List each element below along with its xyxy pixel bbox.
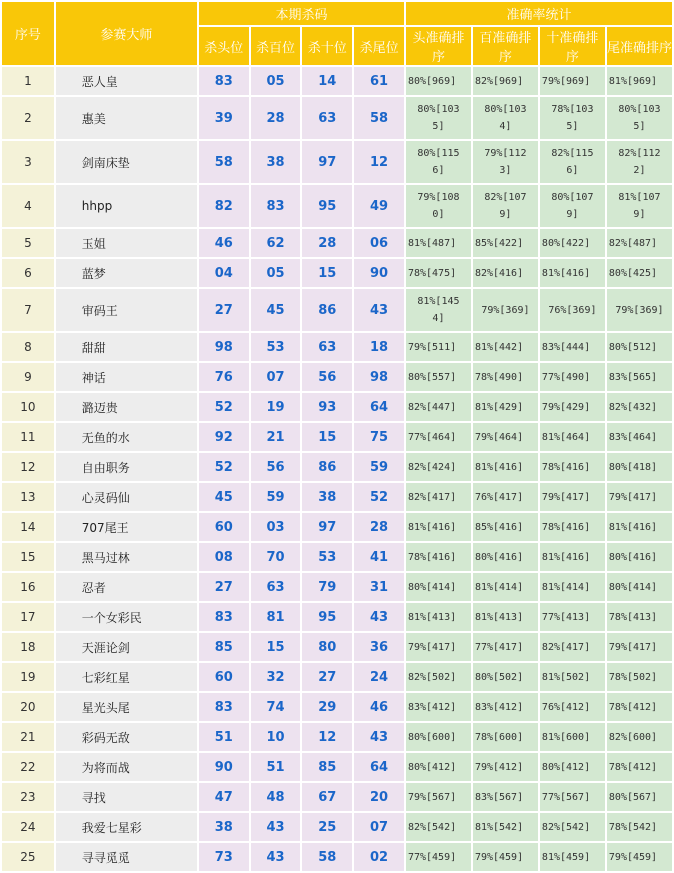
table-row [2, 813, 672, 841]
kill-hundred-code: 56 [251, 453, 301, 481]
acc-tail-accuracy: 78%[412] [607, 693, 672, 721]
acc-hundred-accuracy: 80%[502] [473, 663, 538, 691]
acc-tail-accuracy: 80%[567] [607, 783, 672, 811]
kill-hundred-code: 53 [251, 333, 301, 361]
kill-ten-code: 86 [302, 289, 352, 331]
kill-tail-code: 98 [354, 363, 404, 391]
acc-ten-accuracy: 81%[502] [540, 663, 605, 691]
master-name: 恶人皇 [56, 67, 197, 95]
kill-tail-code: 06 [354, 229, 404, 257]
acc-hundred-accuracy: 80%[416] [473, 543, 538, 571]
kill-head-code: 39 [199, 97, 249, 139]
master-name: 审码王 [56, 289, 197, 331]
master-name: 一个女彩民 [56, 603, 197, 631]
acc-hundred-accuracy: 83%[567] [473, 783, 538, 811]
acc-hundred-accuracy: 81%[413] [473, 603, 538, 631]
acc-tail-accuracy: 78%[542] [607, 813, 672, 841]
header-kill-hundred: 杀百位 [251, 27, 301, 65]
row-index: 14 [2, 513, 54, 541]
acc-head-accuracy: 80%[414] [406, 573, 471, 601]
table-row [2, 289, 672, 331]
kill-hundred-code: 05 [251, 259, 301, 287]
master-name: 寻找 [56, 783, 197, 811]
header-acc-head: 头准确排序 [406, 27, 471, 65]
row-index: 2 [2, 97, 54, 139]
header-acc-hundred: 百准确排序 [473, 27, 538, 65]
acc-head-accuracy: 81%[413] [406, 603, 471, 631]
kill-head-code: 85 [199, 633, 249, 661]
acc-ten-accuracy: 81%[416] [540, 259, 605, 287]
kill-hundred-code: 81 [251, 603, 301, 631]
acc-hundred-accuracy: 79%[459] [473, 843, 538, 871]
kill-hundred-code: 62 [251, 229, 301, 257]
acc-head-accuracy: 82%[447] [406, 393, 471, 421]
acc-ten-accuracy: 78%[1035] [540, 97, 605, 139]
acc-tail-accuracy: 81%[1079] [607, 185, 672, 227]
master-name: 剑南床垫 [56, 141, 197, 183]
master-name: 惠美 [56, 97, 197, 139]
kill-hundred-code: 43 [251, 843, 301, 871]
acc-head-accuracy: 80%[557] [406, 363, 471, 391]
kill-hundred-code: 38 [251, 141, 301, 183]
acc-ten-accuracy: 81%[459] [540, 843, 605, 871]
row-index: 16 [2, 573, 54, 601]
kill-head-code: 73 [199, 843, 249, 871]
header-kill-group: 本期杀码 [199, 2, 404, 25]
row-index: 15 [2, 543, 54, 571]
acc-head-accuracy: 77%[459] [406, 843, 471, 871]
kill-tail-code: 61 [354, 67, 404, 95]
kill-ten-code: 85 [302, 753, 352, 781]
kill-head-code: 27 [199, 289, 249, 331]
row-index: 6 [2, 259, 54, 287]
master-name: 707尾王 [56, 513, 197, 541]
kill-ten-code: 56 [302, 363, 352, 391]
kill-tail-code: 12 [354, 141, 404, 183]
master-name: 星光头尾 [56, 693, 197, 721]
table-row [2, 663, 672, 691]
kill-ten-code: 80 [302, 633, 352, 661]
acc-ten-accuracy: 80%[422] [540, 229, 605, 257]
kill-head-code: 92 [199, 423, 249, 451]
kill-head-code: 83 [199, 67, 249, 95]
kill-tail-code: 28 [354, 513, 404, 541]
row-index: 19 [2, 663, 54, 691]
acc-tail-accuracy: 80%[1035] [607, 97, 672, 139]
kill-hundred-code: 19 [251, 393, 301, 421]
acc-head-accuracy: 78%[475] [406, 259, 471, 287]
acc-tail-accuracy: 79%[417] [607, 483, 672, 511]
table-row [2, 603, 672, 631]
kill-hundred-code: 59 [251, 483, 301, 511]
master-name: 七彩红星 [56, 663, 197, 691]
table-body [2, 2, 672, 871]
row-index: 12 [2, 453, 54, 481]
acc-hundred-accuracy: 82%[416] [473, 259, 538, 287]
kill-head-code: 83 [199, 693, 249, 721]
master-name: 天涯论剑 [56, 633, 197, 661]
kill-tail-code: 64 [354, 393, 404, 421]
kill-ten-code: 95 [302, 603, 352, 631]
kill-ten-code: 29 [302, 693, 352, 721]
acc-tail-accuracy: 83%[565] [607, 363, 672, 391]
kill-tail-code: 24 [354, 663, 404, 691]
row-index: 3 [2, 141, 54, 183]
acc-tail-accuracy: 78%[412] [607, 753, 672, 781]
acc-tail-accuracy: 78%[502] [607, 663, 672, 691]
kill-ten-code: 28 [302, 229, 352, 257]
kill-hundred-code: 63 [251, 573, 301, 601]
acc-head-accuracy: 79%[567] [406, 783, 471, 811]
acc-ten-accuracy: 79%[429] [540, 393, 605, 421]
acc-tail-accuracy: 80%[414] [607, 573, 672, 601]
kill-head-code: 60 [199, 663, 249, 691]
row-index: 18 [2, 633, 54, 661]
kill-tail-code: 43 [354, 289, 404, 331]
kill-head-code: 60 [199, 513, 249, 541]
kill-ten-code: 79 [302, 573, 352, 601]
acc-hundred-accuracy: 81%[414] [473, 573, 538, 601]
kill-ten-code: 93 [302, 393, 352, 421]
kill-hundred-code: 51 [251, 753, 301, 781]
kill-tail-code: 43 [354, 723, 404, 751]
table-row [2, 333, 672, 361]
kill-tail-code: 64 [354, 753, 404, 781]
kill-tail-code: 58 [354, 97, 404, 139]
row-index: 11 [2, 423, 54, 451]
row-index: 10 [2, 393, 54, 421]
kill-ten-code: 12 [302, 723, 352, 751]
table-row [2, 843, 672, 871]
table-row [2, 67, 672, 95]
acc-ten-accuracy: 77%[413] [540, 603, 605, 631]
acc-ten-accuracy: 81%[414] [540, 573, 605, 601]
acc-tail-accuracy: 81%[969] [607, 67, 672, 95]
table-row [2, 513, 672, 541]
table-row [2, 453, 672, 481]
acc-hundred-accuracy: 83%[412] [473, 693, 538, 721]
acc-ten-accuracy: 83%[444] [540, 333, 605, 361]
kill-head-code: 38 [199, 813, 249, 841]
kill-tail-code: 52 [354, 483, 404, 511]
row-index: 25 [2, 843, 54, 871]
master-name: 彩码无敌 [56, 723, 197, 751]
acc-hundred-accuracy: 77%[417] [473, 633, 538, 661]
kill-tail-code: 41 [354, 543, 404, 571]
master-name: 蓝梦 [56, 259, 197, 287]
table-row [2, 141, 672, 183]
kill-tail-code: 43 [354, 603, 404, 631]
kill-head-code: 51 [199, 723, 249, 751]
acc-ten-accuracy: 81%[416] [540, 543, 605, 571]
acc-head-accuracy: 81%[416] [406, 513, 471, 541]
acc-head-accuracy: 83%[412] [406, 693, 471, 721]
header-kill-ten: 杀十位 [302, 27, 352, 65]
acc-head-accuracy: 78%[416] [406, 543, 471, 571]
acc-head-accuracy: 82%[424] [406, 453, 471, 481]
master-name: 黑马过林 [56, 543, 197, 571]
row-index: 17 [2, 603, 54, 631]
acc-hundred-accuracy: 78%[600] [473, 723, 538, 751]
row-index: 4 [2, 185, 54, 227]
kill-head-code: 47 [199, 783, 249, 811]
row-index: 20 [2, 693, 54, 721]
kill-ten-code: 67 [302, 783, 352, 811]
table-row [2, 573, 672, 601]
acc-ten-accuracy: 79%[969] [540, 67, 605, 95]
kill-tail-code: 18 [354, 333, 404, 361]
acc-hundred-accuracy: 79%[1123] [473, 141, 538, 183]
acc-tail-accuracy: 80%[418] [607, 453, 672, 481]
acc-head-accuracy: 81%[487] [406, 229, 471, 257]
kill-hundred-code: 43 [251, 813, 301, 841]
acc-hundred-accuracy: 82%[1079] [473, 185, 538, 227]
header-kill-head: 杀头位 [199, 27, 249, 65]
acc-tail-accuracy: 82%[432] [607, 393, 672, 421]
row-index: 22 [2, 753, 54, 781]
acc-hundred-accuracy: 85%[416] [473, 513, 538, 541]
kill-ten-code: 95 [302, 185, 352, 227]
acc-hundred-accuracy: 78%[490] [473, 363, 538, 391]
master-name: 甜甜 [56, 333, 197, 361]
acc-hundred-accuracy: 82%[969] [473, 67, 538, 95]
acc-head-accuracy: 79%[417] [406, 633, 471, 661]
kill-head-code: 90 [199, 753, 249, 781]
kill-hundred-code: 05 [251, 67, 301, 95]
acc-tail-accuracy: 80%[512] [607, 333, 672, 361]
acc-ten-accuracy: 76%[412] [540, 693, 605, 721]
row-index: 13 [2, 483, 54, 511]
table-row [2, 229, 672, 257]
row-index: 7 [2, 289, 54, 331]
kill-hundred-code: 32 [251, 663, 301, 691]
kill-hundred-code: 83 [251, 185, 301, 227]
kill-hundred-code: 07 [251, 363, 301, 391]
acc-head-accuracy: 79%[511] [406, 333, 471, 361]
kill-ten-code: 97 [302, 141, 352, 183]
acc-hundred-accuracy: 79%[412] [473, 753, 538, 781]
header-master: 参赛大师 [56, 2, 197, 65]
master-name: 潞迈贵 [56, 393, 197, 421]
kill-head-code: 52 [199, 453, 249, 481]
table-row [2, 97, 672, 139]
acc-ten-accuracy: 80%[1079] [540, 185, 605, 227]
acc-head-accuracy: 80%[600] [406, 723, 471, 751]
acc-tail-accuracy: 82%[487] [607, 229, 672, 257]
kill-ten-code: 27 [302, 663, 352, 691]
acc-hundred-accuracy: 80%[1034] [473, 97, 538, 139]
master-name: 自由职务 [56, 453, 197, 481]
kill-ten-code: 15 [302, 423, 352, 451]
table-row [2, 185, 672, 227]
acc-ten-accuracy: 82%[1156] [540, 141, 605, 183]
kill-hundred-code: 21 [251, 423, 301, 451]
acc-tail-accuracy: 83%[464] [607, 423, 672, 451]
acc-tail-accuracy: 80%[425] [607, 259, 672, 287]
acc-tail-accuracy: 82%[1122] [607, 141, 672, 183]
acc-hundred-accuracy: 81%[542] [473, 813, 538, 841]
kill-tail-code: 31 [354, 573, 404, 601]
acc-ten-accuracy: 80%[412] [540, 753, 605, 781]
acc-hundred-accuracy: 79%[369] [473, 289, 538, 331]
acc-tail-accuracy: 79%[417] [607, 633, 672, 661]
acc-ten-accuracy: 82%[417] [540, 633, 605, 661]
acc-head-accuracy: 79%[1080] [406, 185, 471, 227]
kill-ten-code: 25 [302, 813, 352, 841]
acc-head-accuracy: 77%[464] [406, 423, 471, 451]
master-name: 忍者 [56, 573, 197, 601]
master-name: hhpp [56, 185, 197, 227]
kill-ten-code: 15 [302, 259, 352, 287]
table-row [2, 543, 672, 571]
acc-ten-accuracy: 76%[369] [540, 289, 605, 331]
row-index: 21 [2, 723, 54, 751]
acc-hundred-accuracy: 81%[416] [473, 453, 538, 481]
master-name: 为将而战 [56, 753, 197, 781]
kill-hundred-code: 70 [251, 543, 301, 571]
kill-head-code: 82 [199, 185, 249, 227]
kill-hundred-code: 10 [251, 723, 301, 751]
kill-head-code: 58 [199, 141, 249, 183]
acc-tail-accuracy: 82%[600] [607, 723, 672, 751]
kill-ten-code: 38 [302, 483, 352, 511]
master-name: 心灵码仙 [56, 483, 197, 511]
row-index: 1 [2, 67, 54, 95]
kill-tail-code: 20 [354, 783, 404, 811]
row-index: 5 [2, 229, 54, 257]
kill-head-code: 27 [199, 573, 249, 601]
acc-tail-accuracy: 78%[413] [607, 603, 672, 631]
table-row [2, 423, 672, 451]
kill-tail-code: 36 [354, 633, 404, 661]
kill-head-code: 98 [199, 333, 249, 361]
acc-tail-accuracy: 81%[416] [607, 513, 672, 541]
kill-hundred-code: 74 [251, 693, 301, 721]
kill-ten-code: 58 [302, 843, 352, 871]
acc-head-accuracy: 80%[1156] [406, 141, 471, 183]
kill-head-code: 52 [199, 393, 249, 421]
row-index: 9 [2, 363, 54, 391]
header-kill-tail: 杀尾位 [354, 27, 404, 65]
row-index: 8 [2, 333, 54, 361]
kill-tail-code: 90 [354, 259, 404, 287]
row-index: 24 [2, 813, 54, 841]
acc-head-accuracy: 80%[412] [406, 753, 471, 781]
table-row [2, 483, 672, 511]
acc-ten-accuracy: 78%[416] [540, 513, 605, 541]
kill-hundred-code: 15 [251, 633, 301, 661]
acc-head-accuracy: 80%[1035] [406, 97, 471, 139]
master-name: 玉姐 [56, 229, 197, 257]
acc-ten-accuracy: 81%[464] [540, 423, 605, 451]
kill-ten-code: 86 [302, 453, 352, 481]
acc-tail-accuracy: 80%[416] [607, 543, 672, 571]
row-index: 23 [2, 783, 54, 811]
table-row [2, 259, 672, 287]
kill-tail-code: 75 [354, 423, 404, 451]
kill-ten-code: 63 [302, 97, 352, 139]
kill-head-code: 46 [199, 229, 249, 257]
table-row [2, 723, 672, 751]
master-name: 神话 [56, 363, 197, 391]
acc-tail-accuracy: 79%[459] [607, 843, 672, 871]
kill-head-code: 76 [199, 363, 249, 391]
kill-hundred-code: 03 [251, 513, 301, 541]
master-name: 无鱼的水 [56, 423, 197, 451]
kill-hundred-code: 28 [251, 97, 301, 139]
kill-tail-code: 46 [354, 693, 404, 721]
master-name: 寻寻觅觅 [56, 843, 197, 871]
kill-head-code: 45 [199, 483, 249, 511]
acc-head-accuracy: 81%[1454] [406, 289, 471, 331]
kill-tail-code: 02 [354, 843, 404, 871]
kill-head-code: 08 [199, 543, 249, 571]
acc-head-accuracy: 82%[502] [406, 663, 471, 691]
acc-hundred-accuracy: 81%[429] [473, 393, 538, 421]
acc-hundred-accuracy: 76%[417] [473, 483, 538, 511]
master-name: 我爱七星彩 [56, 813, 197, 841]
header-index: 序号 [2, 2, 54, 65]
kill-ten-code: 14 [302, 67, 352, 95]
acc-ten-accuracy: 78%[416] [540, 453, 605, 481]
table-row [2, 633, 672, 661]
header-row-1 [2, 2, 672, 25]
acc-ten-accuracy: 82%[542] [540, 813, 605, 841]
acc-head-accuracy: 82%[417] [406, 483, 471, 511]
kill-head-code: 83 [199, 603, 249, 631]
acc-ten-accuracy: 77%[490] [540, 363, 605, 391]
kill-head-code: 04 [199, 259, 249, 287]
acc-head-accuracy: 80%[969] [406, 67, 471, 95]
acc-head-accuracy: 82%[542] [406, 813, 471, 841]
kill-tail-code: 59 [354, 453, 404, 481]
kill-tail-code: 07 [354, 813, 404, 841]
header-accuracy-group: 准确率统计 [406, 2, 672, 25]
table-row [2, 753, 672, 781]
kill-ten-code: 97 [302, 513, 352, 541]
acc-hundred-accuracy: 79%[464] [473, 423, 538, 451]
kill-hundred-code: 48 [251, 783, 301, 811]
kill-hundred-code: 45 [251, 289, 301, 331]
acc-tail-accuracy: 79%[369] [607, 289, 672, 331]
header-acc-tail: 尾准确排序 [607, 27, 672, 65]
kill-ten-code: 53 [302, 543, 352, 571]
table-row [2, 393, 672, 421]
table-row [2, 693, 672, 721]
acc-ten-accuracy: 79%[417] [540, 483, 605, 511]
acc-ten-accuracy: 81%[600] [540, 723, 605, 751]
header-acc-ten: 十准确排序 [540, 27, 605, 65]
acc-ten-accuracy: 77%[567] [540, 783, 605, 811]
acc-hundred-accuracy: 81%[442] [473, 333, 538, 361]
kill-ten-code: 63 [302, 333, 352, 361]
table-row [2, 363, 672, 391]
acc-hundred-accuracy: 85%[422] [473, 229, 538, 257]
table-row [2, 783, 672, 811]
kill-tail-code: 49 [354, 185, 404, 227]
